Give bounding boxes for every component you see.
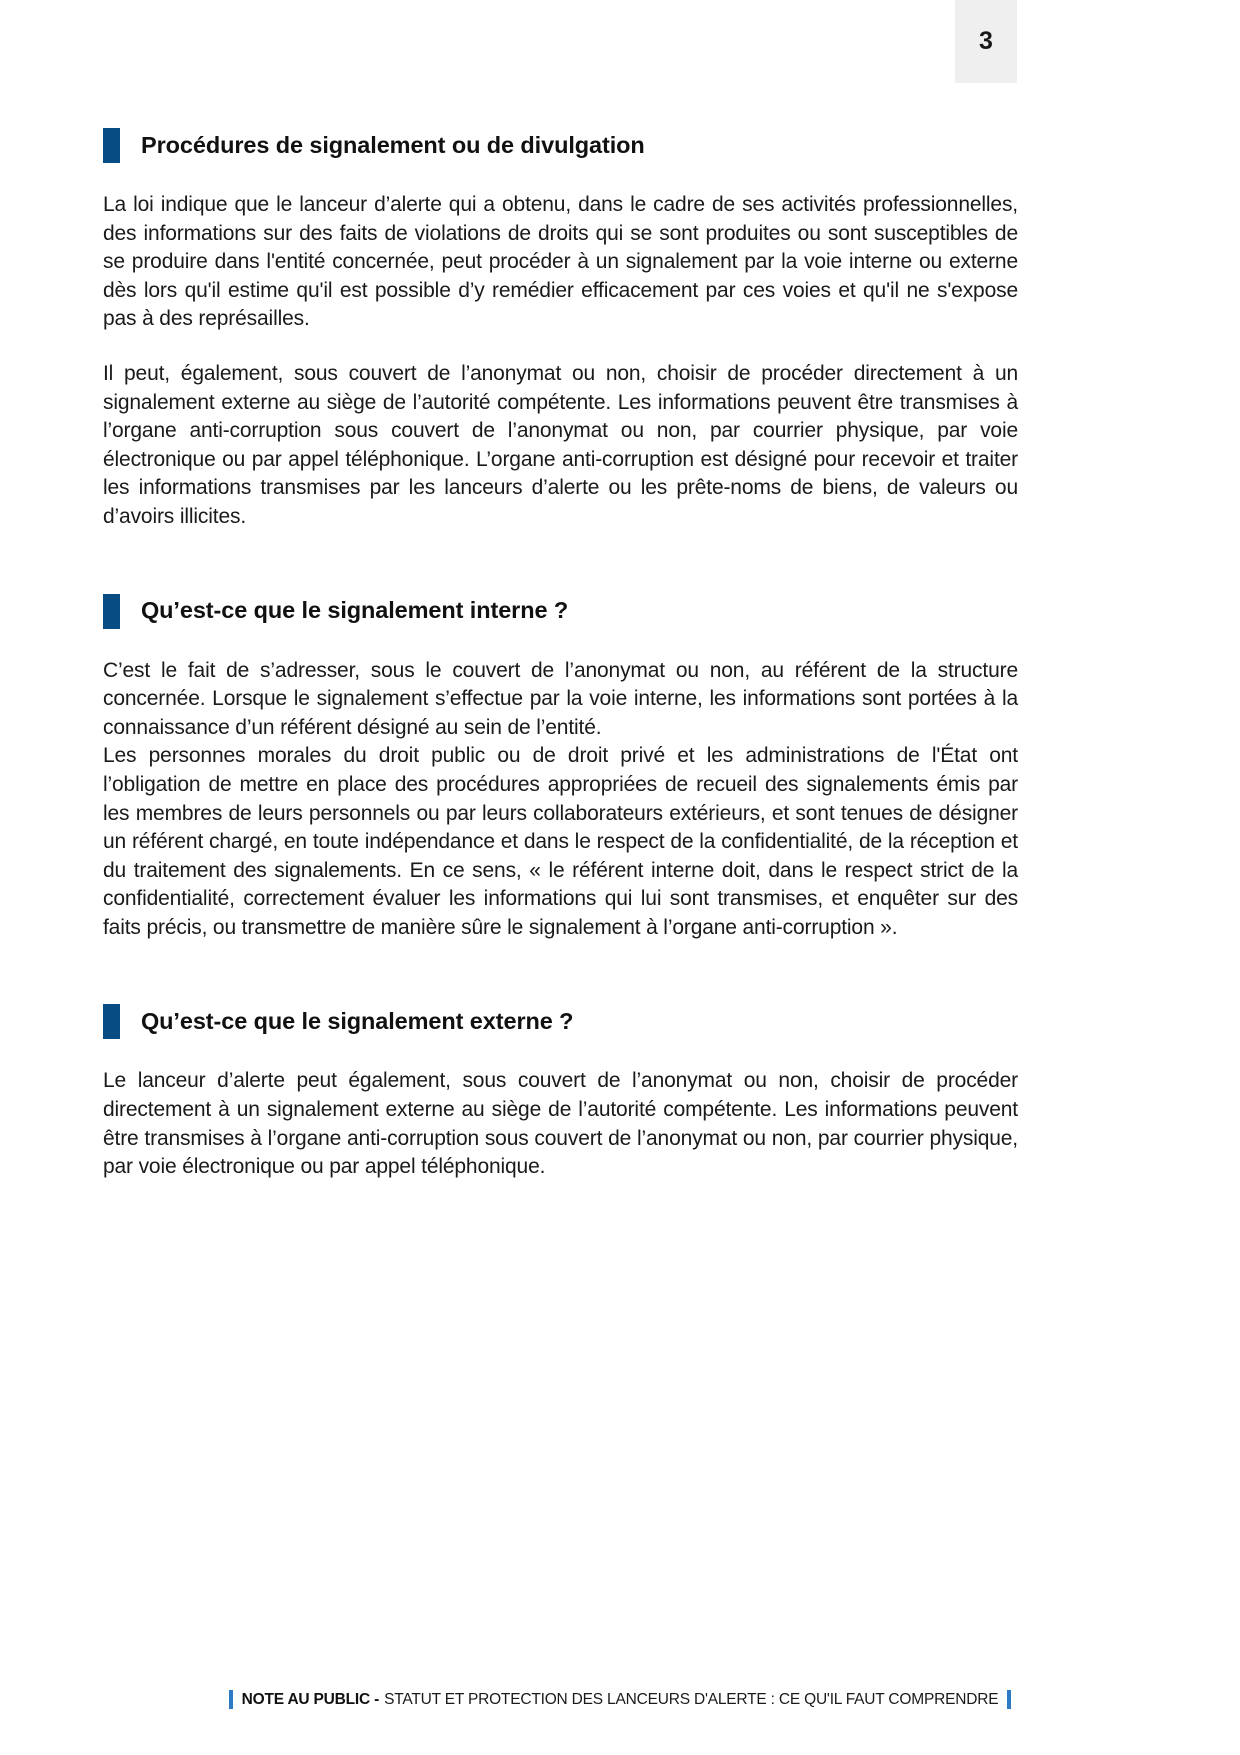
spacer — [103, 532, 1018, 594]
paragraph: C’est le fait de s’adresser, sous le couvert de l’anonymat ou non, au référent de la structure concernée. Lorsque le signalement s’effectue par la voie interne, les informations sont portées à la connaissance d’un référent désigné au sein de l’entité. — [103, 658, 1018, 739]
footer-bar-left-icon — [229, 1690, 233, 1709]
section-heading-2-label: Qu’est-ce que le signalement interne ? — [141, 597, 569, 624]
page-number: 3 — [979, 27, 993, 55]
footer-subtitle: STATUT ET PROTECTION DES LANCEURS D'ALERTE : CE QU'IL FAUT COMPRENDRE — [384, 1690, 999, 1708]
paragraph: Les personnes morales du droit public ou de droit privé et les administrations de l'État ont l’obligation de mettre en place des procédures appropriées de recueil des signalements émis par les membres de leurs personnels ou par leurs collaborateurs extérieurs, et sont tenues de désigner un référent chargé, en toute indépendance et dans le respect de la confidentialité, de la réception et du traitement des signalements. En ce sens, « le référent interne doit, dans le respect strict de la confidentialité, correctement évaluer les informations qui lui sont transmises, et enquêter sur des faits précis, ou transmettre de manière sûre le signalement à l’organe anti-corruption ». — [103, 744, 1018, 939]
footer-bar-right-icon — [1007, 1690, 1011, 1709]
section-heading-3 — [103, 1004, 1018, 1039]
paragraph: La loi indique que le lanceur d’alerte qui a obtenu, dans le cadre de ses activités professionnelles, des informations sur des faits de violations de droits qui se sont produites ou sont susceptibles de se produire dans l'entité concernée, peut procéder à un signalement par la voie interne ou externe dès lors qu'il estime qu'il est possible d’y remédier efficacement par ces voies et qu'il ne s'expose pas à des représailles. — [103, 193, 1018, 331]
spacer — [103, 1039, 1018, 1067]
footer-text — [242, 1691, 999, 1709]
section-heading-1 — [103, 128, 1018, 163]
footer-inner — [229, 1690, 1012, 1709]
section-heading-2 — [103, 594, 1018, 629]
heading-marker-icon — [103, 128, 120, 163]
spacer — [103, 163, 1018, 191]
section-heading-1-label: Procédures de signalement ou de divulgation — [141, 131, 645, 158]
page-footer — [0, 1690, 1240, 1709]
page-number-chip — [955, 0, 1017, 83]
heading-marker-icon — [103, 1004, 120, 1039]
spacer — [103, 334, 1018, 360]
footer-title: NOTE AU PUBLIC - — [241, 1690, 380, 1708]
paragraph: Le lanceur d’alerte peut également, sous couvert de l’anonymat ou non, choisir de procéder directement à un signalement externe au siège de l’autorité compétente. Les informations peuvent être transmises à l’organe anti-corruption sous couvert de l’anonymat ou non, par courrier physique, par voie électronique ou par appel téléphonique. — [103, 1069, 1018, 1179]
spacer — [103, 942, 1018, 1004]
spacer — [103, 629, 1018, 657]
heading-marker-icon — [103, 594, 120, 629]
section-heading-3-label: Qu’est-ce que le signalement externe ? — [141, 1008, 574, 1035]
document-content — [103, 128, 1018, 1182]
paragraph: Il peut, également, sous couvert de l’anonymat ou non, choisir de procéder directement à un signalement externe au siège de l’autorité compétente. Les informations peuvent être transmises à l’organe anti-corruption sous couvert de l’anonymat ou non, par courrier physique, par voie électronique ou par appel téléphonique. L’organe anti-corruption est désigné pour recevoir et traiter les informations transmises par les lanceurs d’alerte ou les prête-noms de biens, de valeurs ou d’avoirs illicites. — [103, 361, 1018, 528]
